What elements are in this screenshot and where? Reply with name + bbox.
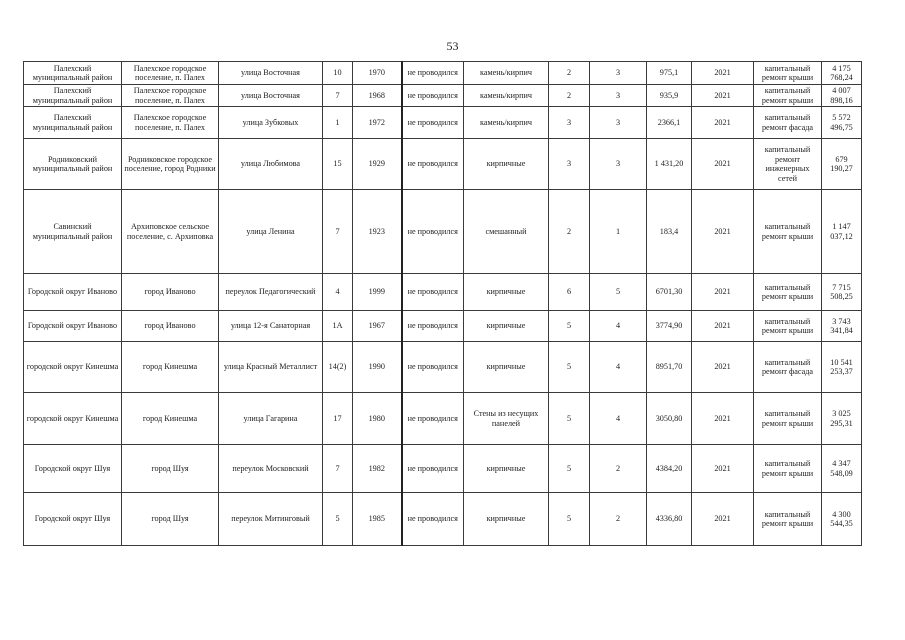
cell-house-number: 7 (323, 190, 353, 274)
cell-repair-year: 2021 (692, 62, 754, 85)
cell-last-repair: не проводился (402, 493, 464, 546)
cell-last-repair: не проводился (402, 85, 464, 107)
cell-cost: 7 715 508,25 (822, 274, 862, 311)
cell-area: 1 431,20 (647, 139, 692, 190)
cell-floors: 6 (549, 274, 590, 311)
cell-repair-year: 2021 (692, 274, 754, 311)
cell-entrances: 4 (590, 311, 647, 342)
cell-house-number: 4 (323, 274, 353, 311)
cell-repair-type: капитальный ремонт крыши (754, 85, 822, 107)
table-row (24, 107, 862, 139)
cell-last-repair: не проводился (402, 107, 464, 139)
cell-build-year: 1929 (353, 139, 402, 190)
cell-municipality: Палехский муниципальный район (24, 62, 122, 85)
cell-floors: 3 (549, 107, 590, 139)
cell-settlement: город Иваново (122, 311, 219, 342)
cell-settlement: Палехское городское поселение, п. Палех (122, 107, 219, 139)
cell-repair-type: капитальный ремонт крыши (754, 274, 822, 311)
cell-repair-year: 2021 (692, 393, 754, 445)
cell-municipality: Городской округ Иваново (24, 311, 122, 342)
cell-settlement: город Шуя (122, 493, 219, 546)
cell-repair-type: капитальный ремонт крыши (754, 393, 822, 445)
table-row (24, 493, 862, 546)
cell-municipality: Родниковский муниципальный район (24, 139, 122, 190)
cell-build-year: 1923 (353, 190, 402, 274)
cell-repair-type: капитальный ремонт крыши (754, 190, 822, 274)
cell-street: улица Гагарина (219, 393, 323, 445)
cell-repair-year: 2021 (692, 85, 754, 107)
cell-cost: 3 025 295,31 (822, 393, 862, 445)
cell-house-number: 14(2) (323, 342, 353, 393)
cell-area: 3050,80 (647, 393, 692, 445)
cell-wall-material: кирпичные (464, 493, 549, 546)
cell-municipality: Городской округ Шуя (24, 445, 122, 493)
cell-house-number: 10 (323, 62, 353, 85)
cell-repair-type: капитальный ремонт фасада (754, 342, 822, 393)
cell-house-number: 15 (323, 139, 353, 190)
cell-cost: 4 175 768,24 (822, 62, 862, 85)
cell-house-number: 7 (323, 85, 353, 107)
cell-wall-material: кирпичные (464, 274, 549, 311)
cell-entrances: 3 (590, 107, 647, 139)
cell-street: улица 12-я Санаторная (219, 311, 323, 342)
cell-street: улица Зубковых (219, 107, 323, 139)
cell-repair-type: капитальный ремонт крыши (754, 62, 822, 85)
cell-house-number: 5 (323, 493, 353, 546)
cell-wall-material: смешанный (464, 190, 549, 274)
cell-repair-year: 2021 (692, 311, 754, 342)
cell-municipality: городской округ Кинешма (24, 342, 122, 393)
cell-last-repair: не проводился (402, 190, 464, 274)
cell-repair-year: 2021 (692, 493, 754, 546)
cell-entrances: 3 (590, 139, 647, 190)
cell-area: 6701,30 (647, 274, 692, 311)
cell-last-repair: не проводился (402, 393, 464, 445)
cell-area: 4336,80 (647, 493, 692, 546)
cell-municipality: Палехский муниципальный район (24, 107, 122, 139)
cell-street: улица Красный Металлист (219, 342, 323, 393)
cell-area: 975,1 (647, 62, 692, 85)
cell-repair-type: капитальный ремонт крыши (754, 445, 822, 493)
cell-settlement: город Иваново (122, 274, 219, 311)
table-row (24, 85, 862, 107)
cell-area: 4384,20 (647, 445, 692, 493)
cell-entrances: 5 (590, 274, 647, 311)
cell-floors: 5 (549, 393, 590, 445)
housing-repair-table (23, 61, 862, 546)
cell-settlement: Родниковское городское поселение, город Родники (122, 139, 219, 190)
cell-last-repair: не проводился (402, 274, 464, 311)
cell-wall-material: кирпичные (464, 311, 549, 342)
cell-street: переулок Митинговый (219, 493, 323, 546)
cell-repair-year: 2021 (692, 107, 754, 139)
cell-settlement: город Шуя (122, 445, 219, 493)
cell-repair-type: капитальный ремонт крыши (754, 311, 822, 342)
cell-wall-material: камень/кирпич (464, 85, 549, 107)
cell-build-year: 1968 (353, 85, 402, 107)
cell-floors: 5 (549, 493, 590, 546)
cell-house-number: 7 (323, 445, 353, 493)
cell-municipality: Палехский муниципальный район (24, 85, 122, 107)
table-row (24, 190, 862, 274)
cell-cost: 5 572 496,75 (822, 107, 862, 139)
cell-street: переулок Московский (219, 445, 323, 493)
cell-street: переулок Педагогический (219, 274, 323, 311)
cell-entrances: 4 (590, 342, 647, 393)
cell-settlement: город Кинешма (122, 342, 219, 393)
cell-entrances: 3 (590, 62, 647, 85)
cell-municipality: Городской округ Иваново (24, 274, 122, 311)
cell-wall-material: камень/кирпич (464, 62, 549, 85)
table-row (24, 62, 862, 85)
cell-floors: 5 (549, 445, 590, 493)
cell-cost: 4 007 898,16 (822, 85, 862, 107)
table-body (24, 62, 862, 546)
cell-repair-type: капитальный ремонт крыши (754, 493, 822, 546)
cell-build-year: 1980 (353, 393, 402, 445)
cell-entrances: 2 (590, 493, 647, 546)
cell-house-number: 17 (323, 393, 353, 445)
cell-settlement: Палехское городское поселение, п. Палех (122, 62, 219, 85)
cell-repair-type: капитальный ремонт фасада (754, 107, 822, 139)
cell-repair-year: 2021 (692, 445, 754, 493)
cell-area: 2366,1 (647, 107, 692, 139)
table-row (24, 311, 862, 342)
cell-street: улица Ленина (219, 190, 323, 274)
cell-floors: 2 (549, 85, 590, 107)
cell-house-number: 1 (323, 107, 353, 139)
table-row (24, 342, 862, 393)
cell-wall-material: кирпичные (464, 445, 549, 493)
cell-floors: 5 (549, 311, 590, 342)
cell-last-repair: не проводился (402, 342, 464, 393)
cell-settlement: город Кинешма (122, 393, 219, 445)
cell-wall-material: кирпичные (464, 342, 549, 393)
cell-area: 935,9 (647, 85, 692, 107)
cell-street: улица Любимова (219, 139, 323, 190)
cell-area: 183,4 (647, 190, 692, 274)
cell-entrances: 3 (590, 85, 647, 107)
cell-last-repair: не проводился (402, 445, 464, 493)
cell-wall-material: кирпичные (464, 139, 549, 190)
cell-settlement: Архиповское сельское поселение, с. Архиповка (122, 190, 219, 274)
cell-build-year: 1990 (353, 342, 402, 393)
cell-build-year: 1999 (353, 274, 402, 311)
page-number: 53 (446, 39, 459, 53)
cell-floors: 2 (549, 62, 590, 85)
cell-street: улица Восточная (219, 85, 323, 107)
cell-cost: 3 743 341,84 (822, 311, 862, 342)
cell-repair-type: капитальный ремонт инженерных сетей (754, 139, 822, 190)
cell-entrances: 1 (590, 190, 647, 274)
cell-build-year: 1985 (353, 493, 402, 546)
cell-last-repair: не проводился (402, 62, 464, 85)
cell-house-number: 1А (323, 311, 353, 342)
cell-last-repair: не проводился (402, 311, 464, 342)
cell-settlement: Палехское городское поселение, п. Палех (122, 85, 219, 107)
cell-repair-year: 2021 (692, 342, 754, 393)
cell-cost: 4 347 548,09 (822, 445, 862, 493)
cell-municipality: городской округ Кинешма (24, 393, 122, 445)
cell-cost: 679 190,27 (822, 139, 862, 190)
cell-last-repair: не проводился (402, 139, 464, 190)
table-row (24, 393, 862, 445)
cell-street: улица Восточная (219, 62, 323, 85)
cell-cost: 1 147 037,12 (822, 190, 862, 274)
cell-repair-year: 2021 (692, 139, 754, 190)
cell-build-year: 1970 (353, 62, 402, 85)
cell-repair-year: 2021 (692, 190, 754, 274)
cell-build-year: 1982 (353, 445, 402, 493)
cell-build-year: 1967 (353, 311, 402, 342)
cell-floors: 2 (549, 190, 590, 274)
cell-area: 8951,70 (647, 342, 692, 393)
table-row (24, 274, 862, 311)
cell-wall-material: Стены из несущих панелей (464, 393, 549, 445)
table-row (24, 139, 862, 190)
cell-cost: 10 541 253,37 (822, 342, 862, 393)
cell-floors: 3 (549, 139, 590, 190)
cell-cost: 4 300 544,35 (822, 493, 862, 546)
cell-floors: 5 (549, 342, 590, 393)
cell-municipality: Савинский муниципальный район (24, 190, 122, 274)
table-row (24, 445, 862, 493)
cell-area: 3774,90 (647, 311, 692, 342)
cell-build-year: 1972 (353, 107, 402, 139)
cell-entrances: 2 (590, 445, 647, 493)
cell-wall-material: камень/кирпич (464, 107, 549, 139)
cell-municipality: Городской округ Шуя (24, 493, 122, 546)
cell-entrances: 4 (590, 393, 647, 445)
